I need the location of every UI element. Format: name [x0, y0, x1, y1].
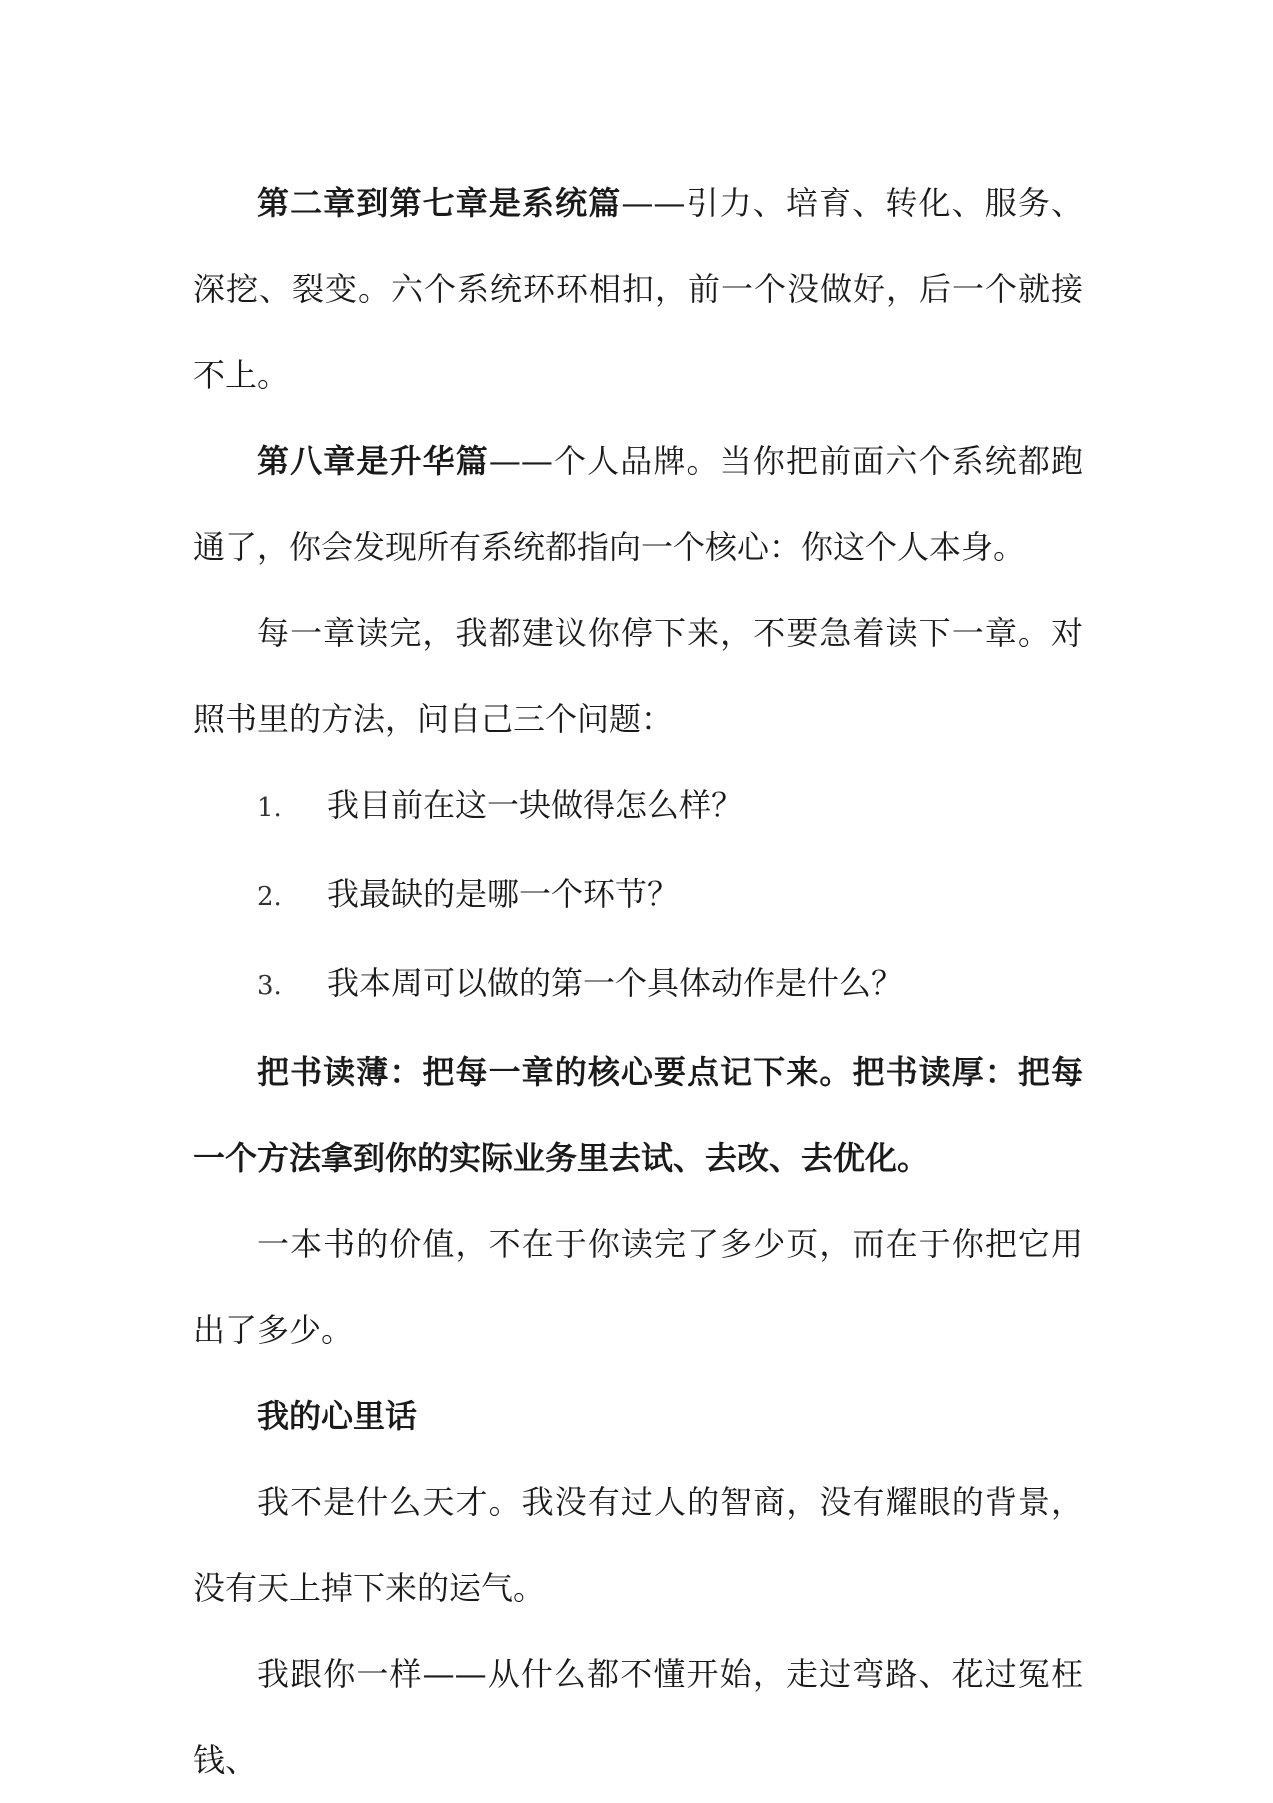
list-number: 3.	[257, 971, 282, 1001]
document-page	[193, 160, 1083, 1803]
list-text: 我本周可以做的第一个具体动作是什么？	[327, 964, 904, 1002]
paragraph-same-as-you: 我跟你一样——从什么都不懂开始，走过弯路、花过冤枉钱、	[193, 1655, 1083, 1779]
list-item	[193, 940, 1083, 1029]
sublimation-chapter-bold: 第八章是升华篇	[257, 442, 489, 480]
list-item	[193, 762, 1083, 851]
section-heading: 我的心里话	[257, 1397, 418, 1435]
paragraph-read-thin-thick: 把书读薄：把每一章的核心要点记下来。把书读厚：把每一个方法拿到你的实际业务里去试、去改、去优化。	[193, 1053, 1083, 1177]
paragraph-reading-advice: 每一章读完，我都建议你停下来，不要急着读下一章。对照书里的方法，问自己三个问题：	[193, 614, 1083, 738]
list-text: 我最缺的是哪一个环节？	[327, 875, 680, 913]
system-chapters-text: ——引力、培育、转化、服务、深挖、裂变。六个系统环环相扣，前一个没做好，后一个就接不上。	[193, 184, 1083, 394]
paragraph-not-genius: 我不是什么天才。我没有过人的智商，没有耀眼的背景，没有天上掉下来的运气。	[193, 1483, 1083, 1607]
paragraph-book-value: 一本书的价值，不在于你读完了多少页，而在于你把它用出了多少。	[193, 1225, 1083, 1349]
list-text: 我目前在这一块做得怎么样？	[327, 786, 744, 824]
system-chapters-bold: 第二章到第七章是系统篇	[257, 184, 622, 222]
list-number: 2.	[257, 882, 282, 912]
list-number: 1.	[257, 793, 282, 823]
sublimation-chapter-text: ——个人品牌。当你把前面六个系统都跑通了，你会发现所有系统都指向一个核心：你这个人本身。	[193, 442, 1083, 566]
paragraph-system-chapters	[193, 160, 1083, 418]
paragraph-sublimation-chapter	[193, 418, 1083, 590]
list-item	[193, 851, 1083, 940]
